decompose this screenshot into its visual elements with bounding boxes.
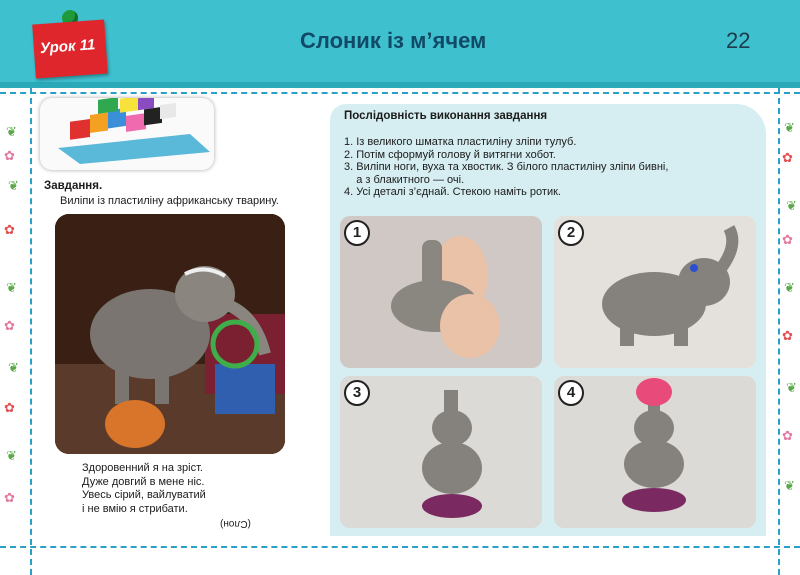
flower-icon: ✿ <box>782 232 793 247</box>
step-text: 1. Із великого шматка пластиліну зліпи тулуб. <box>344 136 577 148</box>
flower-icon: ✿ <box>782 150 793 165</box>
riddle-line: Здоровенний я на зріст. <box>82 462 203 474</box>
leaf-icon: ❦ <box>784 280 795 295</box>
step-photo-4 <box>554 376 756 528</box>
guide-line-left <box>30 88 32 575</box>
riddle-line: Дуже довгий в мене ніс. <box>82 475 205 488</box>
step-number-badge: 4 <box>558 380 584 406</box>
riddle-answer: (Слон) <box>220 518 251 529</box>
lesson-tag <box>32 20 108 79</box>
task-heading: Завдання. <box>44 180 103 192</box>
leaf-icon: ❦ <box>6 280 17 295</box>
leaf-icon: ❦ <box>786 380 797 395</box>
guide-line-right <box>778 88 780 575</box>
circus-elephant-photo <box>55 214 285 454</box>
sequence-title: Послідовність виконання завдання <box>344 110 548 122</box>
flower-icon: ✿ <box>4 490 15 505</box>
flower-icon: ✿ <box>782 428 793 443</box>
plasticine-materials-image <box>40 98 214 170</box>
flower-icon: ✿ <box>4 148 15 163</box>
task-text: Виліпи із пластиліну африканську тварину. <box>60 195 279 207</box>
step-text: 4. Усі деталі з’єднай. Стекою наміть ротик. <box>344 186 561 198</box>
leaf-icon: ❦ <box>6 124 17 139</box>
leaf-icon: ❦ <box>784 120 795 135</box>
flower-icon: ✿ <box>4 222 15 237</box>
lesson-tag-label: Урок 11 <box>39 36 96 58</box>
step-text: 2. Потім сформуй голову й витягни хобот. <box>344 148 556 161</box>
step-photo-3 <box>340 376 542 528</box>
flower-icon: ✿ <box>4 318 15 333</box>
page-title: Слоник із м’ячем <box>300 28 487 53</box>
guide-line-top <box>0 92 800 94</box>
step-number-badge: 1 <box>344 220 370 246</box>
step-text: а з блакитного — очі. <box>344 173 465 186</box>
riddle-line: Увесь сірий, вайлуватий <box>82 489 206 501</box>
page-number: 22 <box>726 28 751 53</box>
step-photo-2 <box>554 216 756 368</box>
step-number-badge: 3 <box>344 380 370 406</box>
step-photo-1 <box>340 216 542 368</box>
sequence-steps <box>344 136 668 199</box>
guide-line-bottom <box>0 546 800 548</box>
leaf-icon: ❦ <box>8 360 19 375</box>
leaf-icon: ❦ <box>784 478 795 493</box>
leaf-icon: ❦ <box>6 448 17 463</box>
riddle-poem <box>82 462 206 516</box>
flower-icon: ✿ <box>782 328 793 343</box>
leaf-icon: ❦ <box>8 178 19 193</box>
step-text: 3. Виліпи ноги, вуха та хвостик. З білого пластиліну зліпи бивні, <box>344 161 669 173</box>
header-stripe <box>0 82 800 88</box>
step-number-badge: 2 <box>558 220 584 246</box>
leaf-icon: ❦ <box>786 198 797 213</box>
flower-icon: ✿ <box>4 400 15 415</box>
riddle-line: і не вмію я стрибати. <box>82 502 188 515</box>
